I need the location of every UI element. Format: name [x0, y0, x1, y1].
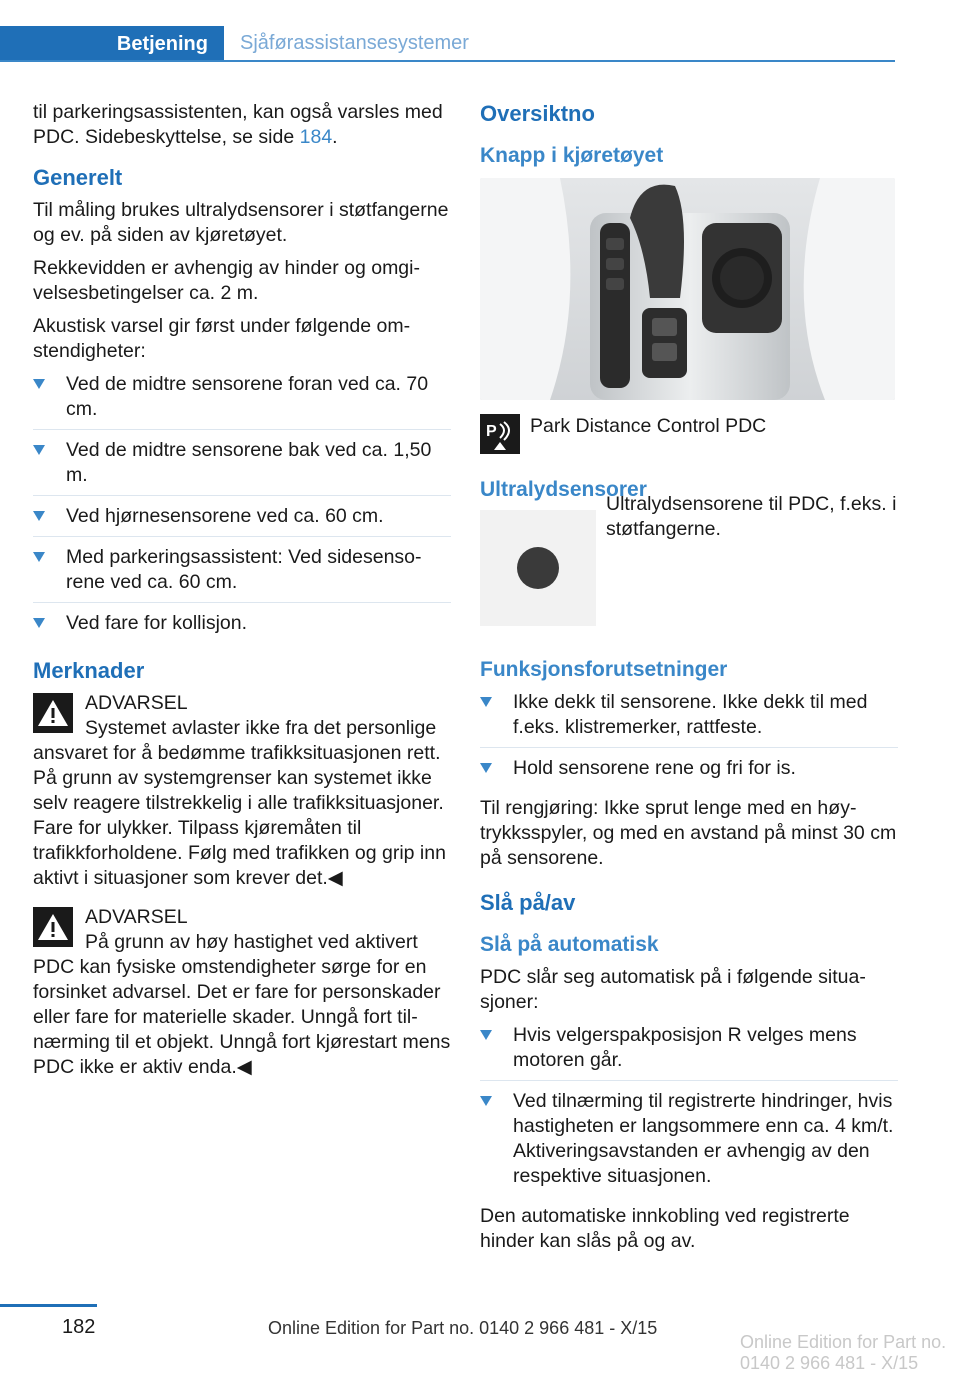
- warning-text: På grunn av høy hastighet ved aktivert PDC kan fysiske omstendigheter sørge for en forsinket advarsel. Det er fare for personskader eller fare for materielle skader. Unngå fort tilnærming til et objekt. Unngå fort kjørestart mens PDC ikke er aktiv enda.◀: [33, 931, 451, 1078]
- left-column: [33, 100, 451, 1094]
- triangle-bullet-icon: [33, 445, 45, 455]
- triangle-bullet-icon: [480, 1096, 492, 1106]
- heading-funksjon: Funksjonsforutsetninger: [480, 658, 728, 681]
- warning-text: Systemet avlaster ikke fra det personlige ansvaret for å bedømme trafikksituasjonen rett. På grunn av systemgrenser kan systemet ikke selv reagere tilstrekkelig i alle trafikksituasjoner. Fare for ulykker. Tilpass kjøremåten til trafikkforholdene. Følg med trafikken og grip inn aktivt i situasjoner som krever det.◀: [33, 717, 446, 889]
- list-item: Ved hjørnesensorene ved ca. 60 cm.: [33, 504, 451, 537]
- heading-ultralyd: Ultralydsensorer: [480, 478, 647, 501]
- heading-generelt: Generelt: [33, 165, 123, 190]
- list-item: Ved tilnærming til registrerte hindringer, hvis hastigheten er langsommere enn ca. 4 km/t. Aktiveringsavstanden er avhengig av den respektive situasjonen.: [480, 1089, 898, 1196]
- sensor-text: Ultralydsensorene til PDC, f.eks. i støtfangerne.: [606, 493, 897, 540]
- intro-text: til parkeringsassistenten, kan også varsles med PDC. Sidebeskyttelse, se side: [33, 101, 443, 148]
- paragraph-cleaning: Til rengjøring: Ikke sprut lenge med en høytrykksspyler, og med en avstand på minst 30 cm på sensorene.: [480, 797, 897, 869]
- right-column: [480, 100, 898, 1262]
- list-item: Med parkeringsassistent: Ved sidesensorene ved ca. 60 cm.: [33, 545, 451, 603]
- center-console-photo: [480, 178, 895, 400]
- section-tab-assistance[interactable]: Sjåførassistansesystemer: [240, 31, 469, 54]
- triangle-bullet-icon: [480, 763, 492, 773]
- list-item: Hold sensorene rene og fri for is.: [480, 756, 898, 788]
- heading-sla: Slå på/av: [480, 890, 576, 915]
- warning-triangle-icon: [33, 693, 73, 733]
- triangle-bullet-icon: [33, 379, 45, 389]
- footer-rule: [0, 1304, 97, 1307]
- warning-block-1: [33, 691, 451, 891]
- intro-paragraph: [33, 100, 451, 150]
- list-item: Ved de midtre sensorene bak ved ca. 1,50 m.: [33, 438, 451, 496]
- paragraph-sensors: Til måling brukes ultralydsensorer i støtfangerne og ev. på siden av kjøretøyet.: [33, 199, 449, 246]
- sensor-row: [480, 493, 898, 626]
- auto-list: [480, 1023, 898, 1196]
- triangle-bullet-icon: [33, 511, 45, 521]
- list-item: Hvis velgerspakposisjon R velges mens motoren går.: [480, 1023, 898, 1081]
- warning-block-2: [33, 905, 451, 1080]
- pdc-button-icon: [480, 414, 520, 454]
- warning-triangle-icon: [33, 907, 73, 947]
- intro-end: .: [332, 126, 338, 148]
- function-list: [480, 690, 898, 788]
- triangle-bullet-icon: [480, 1030, 492, 1040]
- heading-merknader: Merknader: [33, 658, 145, 683]
- list-item: Ikke dekk til sensorene. Ikke dekk til med f.eks. klistremerker, rattfeste.: [480, 690, 898, 748]
- list-item: Ved de midtre sensorene foran ved ca. 70 cm.: [33, 372, 451, 430]
- page-number: 182: [62, 1316, 96, 1338]
- header-rule: [0, 60, 895, 62]
- paragraph-acoustic: Akustisk varsel gir først under følgende omstendigheter:: [33, 315, 411, 362]
- heading-oversikt: Oversiktno: [480, 101, 595, 126]
- pdc-label: Park Distance Control PDC: [530, 415, 767, 437]
- warning-title: ADVARSEL: [85, 692, 188, 714]
- heading-knapp: Knapp i kjøretøyet: [480, 144, 664, 167]
- chapter-header: [0, 26, 895, 62]
- list-item: Ved fare for kollisjon.: [33, 611, 451, 643]
- heading-sla-auto: Slå på automatisk: [480, 933, 659, 956]
- pdc-button-row: [480, 414, 898, 454]
- paragraph-closing: Den automatiske innkobling ved registrerte hinder kan slås på og av.: [480, 1205, 850, 1252]
- paragraph-auto: PDC slår seg automatisk på i følgende situasjoner:: [480, 966, 866, 1013]
- watermark: Online Edition for Part no. 0140 2 966 481 - X/15: [740, 1332, 947, 1373]
- page-link-184[interactable]: 184: [299, 126, 333, 148]
- svg-text:P: P: [486, 423, 497, 440]
- triangle-bullet-icon: [33, 552, 45, 562]
- edition-text: Online Edition for Part no. 0140 2 966 481 - X/15: [268, 1318, 658, 1338]
- warning-title: ADVARSEL: [85, 906, 188, 928]
- triangle-bullet-icon: [33, 618, 45, 628]
- paragraph-range: Rekkevidden er avhengig av hinder og omgivelsesbetingelser ca. 2 m.: [33, 257, 420, 304]
- acoustic-list: [33, 372, 451, 643]
- chapter-tab-betjening[interactable]: Betjening: [0, 26, 224, 62]
- triangle-bullet-icon: [480, 697, 492, 707]
- ultrasonic-sensor-image: [480, 510, 596, 626]
